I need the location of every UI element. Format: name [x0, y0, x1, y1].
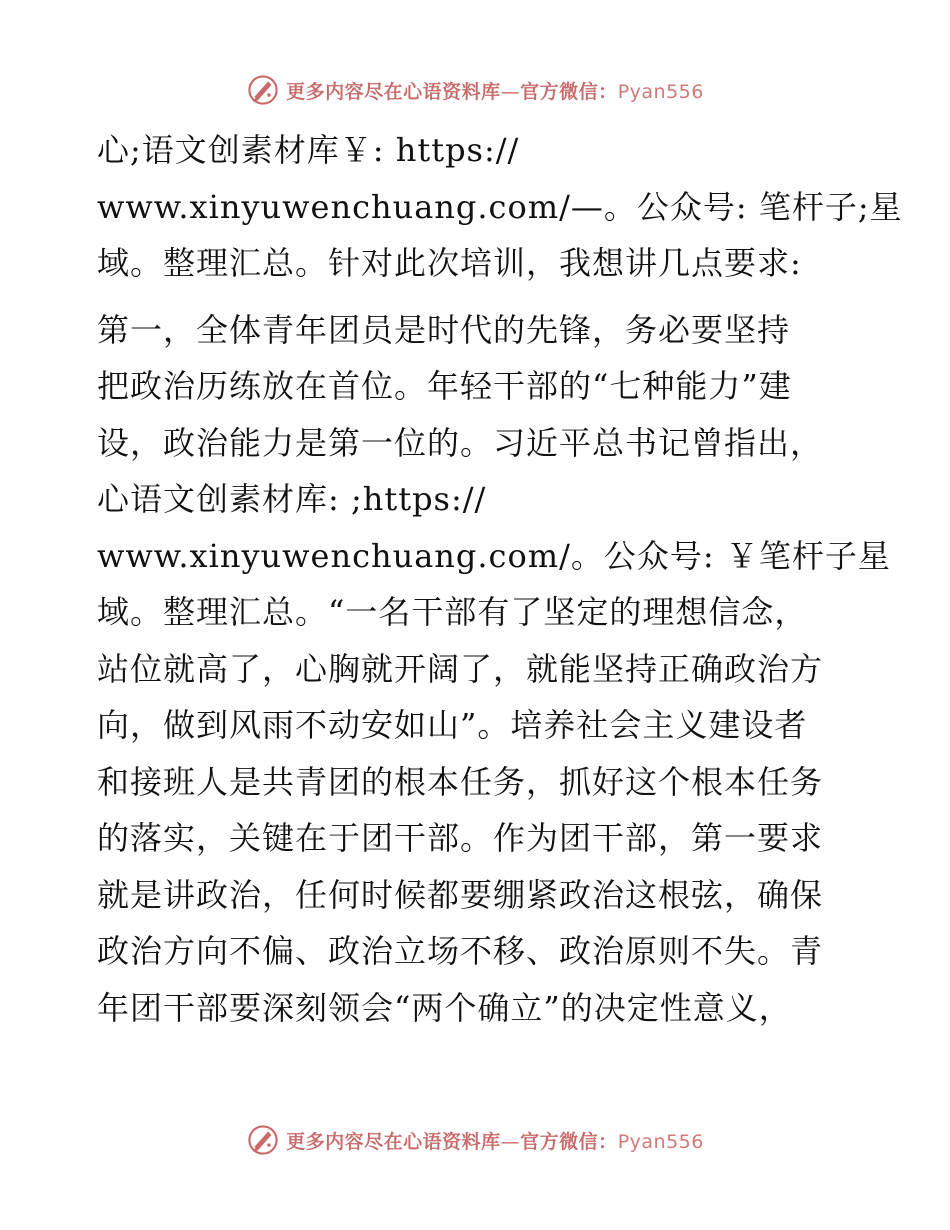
text-line: 心语文创素材库: ;https:// — [97, 480, 487, 518]
watermark-brand: 更多内容尽在心语资料库 — [286, 1130, 501, 1153]
watermark-text — [286, 77, 704, 104]
pen-logo-icon — [246, 1123, 280, 1157]
paragraph-intro — [97, 122, 903, 292]
watermark-wechat-id: Pyan556 — [617, 1130, 704, 1153]
text-line: 就是讲政治，任何时候都要绷紧政治这根弦，确保 — [97, 875, 824, 914]
watermark-wechat-id: Pyan556 — [617, 80, 704, 103]
paragraph-gap — [97, 292, 857, 302]
text-line: 心;语文创素材库￥: https:// — [97, 131, 520, 169]
footer-watermark-banner — [0, 1120, 950, 1160]
watermark-separator: — — [500, 1130, 521, 1153]
text-line: www.xinyuwenchuang.com/。公众号: ￥笔杆子星 — [97, 536, 891, 575]
text-line: 和接班人是共青团的根本任务，抓好这个根本任务 — [97, 762, 824, 801]
text-line: 站位就高了，心胸就开阔了，就能坚持正确政治方 — [97, 649, 824, 688]
watermark-wechat-label: 官方微信： — [520, 1130, 618, 1153]
watermark-brand: 更多内容尽在心语资料库 — [286, 80, 501, 103]
text-line: 把政治历练放在首位。年轻干部的“七种能力”建 — [97, 367, 792, 405]
header-watermark-banner — [0, 70, 950, 110]
text-line: 的落实，关键在于团干部。作为团干部，第一要求 — [97, 819, 824, 857]
text-line: 设，政治能力是第一位的。习近平总书记曾指出， — [97, 423, 824, 462]
text-line: 域。整理汇总。针对此次培训，我想讲几点要求: — [97, 244, 802, 282]
watermark-separator: — — [500, 80, 521, 103]
text-line: 向，做到风雨不动安如山”。培养社会主义建设者 — [97, 706, 808, 744]
watermark-wechat-label: 官方微信： — [520, 80, 618, 103]
watermark-text — [286, 1127, 704, 1154]
text-line: 域。整理汇总。“一名干部有了坚定的理想信念， — [97, 593, 808, 631]
paragraph-first-point — [97, 302, 891, 1037]
text-line: 政治方向不偏、政治立场不移、政治原则不失。青 — [97, 932, 824, 970]
text-line: www.xinyuwenchuang.com/—。公众号: 笔杆子;星 — [97, 187, 903, 226]
text-line: 年团干部要深刻领会“两个确立”的决定性意义， — [97, 988, 792, 1027]
text-line: 第一，全体青年团员是时代的先锋，务必要坚持 — [97, 310, 791, 349]
document-body — [97, 122, 903, 1036]
pen-logo-icon — [246, 73, 280, 107]
